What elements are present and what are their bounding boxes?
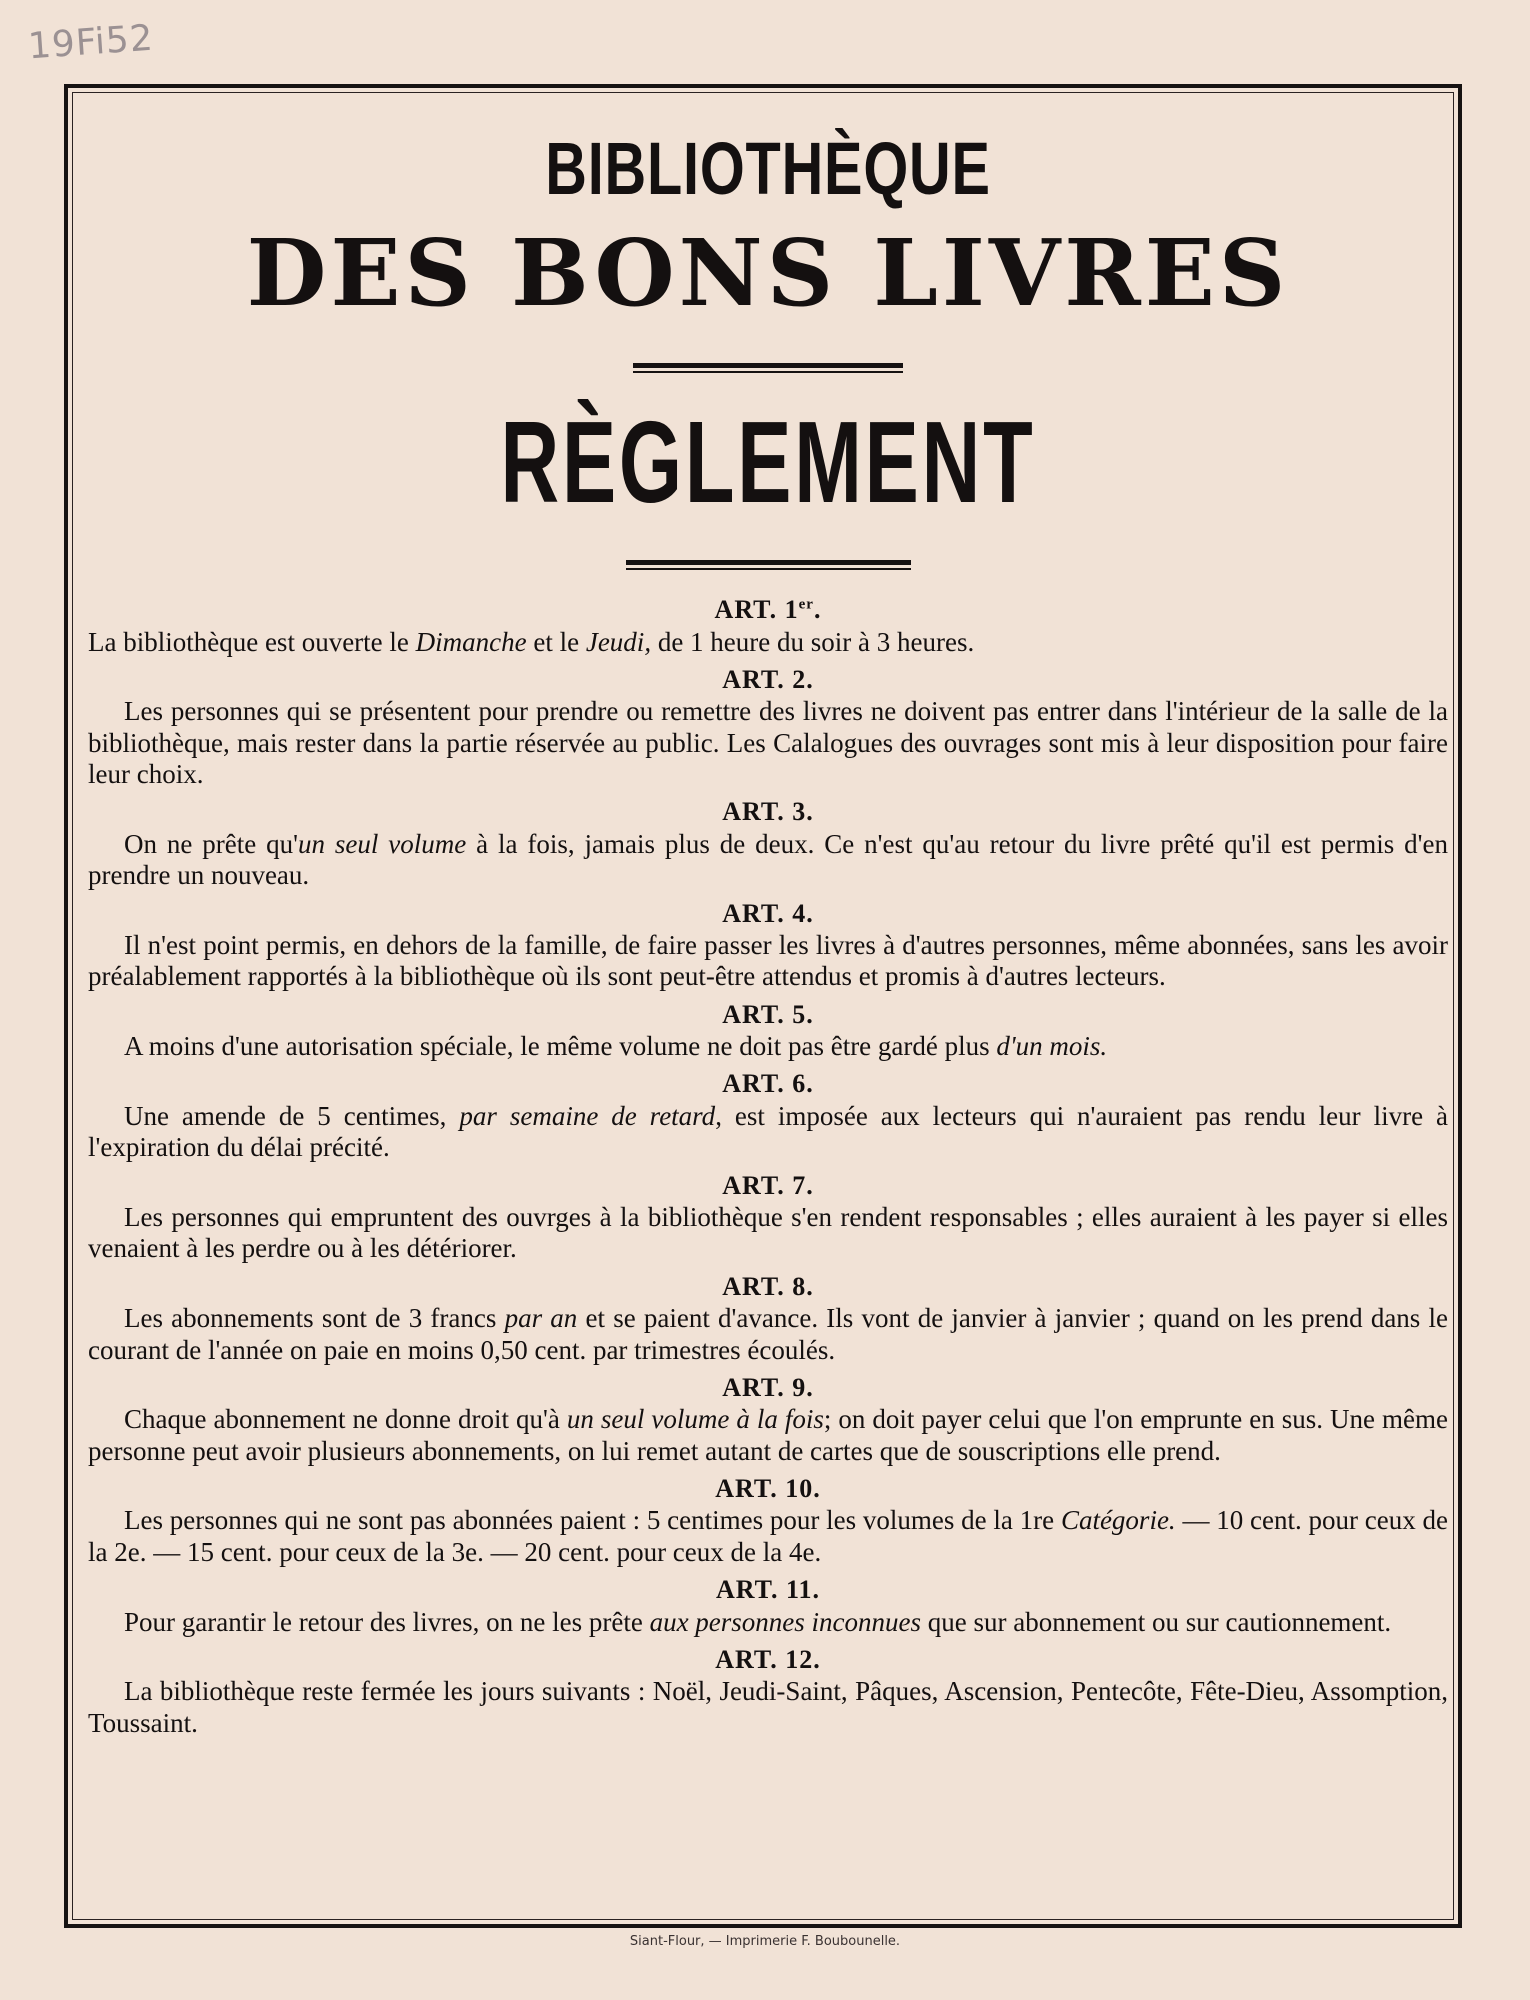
article-body: La bibliothèque est ouverte le Dimanche et le Jeudi, de 1 heure du soir à 3 heures. [88, 626, 975, 657]
poster-content [88, 120, 1448, 1739]
article-body: Les personnes qui se présentent pour prendre ou remettre des livres ne doivent pas entrer dans l'intérieur de la salle de la bibliothèque, mais rester dans la partie réservée au public. Les Calalogues des ouvrages sont mis à leur disposition pour faire leur choix. [88, 696, 1448, 790]
article [88, 1473, 1448, 1568]
article [88, 1644, 1448, 1739]
double-rule-divider [626, 560, 911, 570]
article-title: ART. 10. [715, 1473, 821, 1503]
article [88, 1372, 1448, 1467]
article-body: La bibliothèque reste fermée les jours suivants : Noël, Jeudi-Saint, Pâques, Ascension, Pentecôte, Fête-Dieu, Assomption, Toussaint. [88, 1676, 1448, 1738]
article [88, 594, 1448, 658]
article-body: A moins d'une autorisation spéciale, le même volume ne doit pas être gardé plus d'un mois. [124, 1031, 1108, 1062]
article-title: ART. 11. [715, 1575, 821, 1605]
article-body: Chaque abonnement ne donne droit qu'à un seul volume à la fois; on doit payer celui que l'on emprunte en sus. Une même personne peut avoir plusieurs abonnements, on lui remet autant de cartes que de souscriptions elle prend. [88, 1404, 1448, 1466]
title-reglement: RÈGLEMENT [500, 396, 1036, 527]
article-title: ART. 8. [722, 1271, 814, 1301]
article-body: Les personnes qui empruntent des ouvrges à la bibliothèque s'en rendent responsables ; elles auraient à les payer si elles venaient à les perdre ou à les détériorer. [88, 1202, 1448, 1264]
article-body: On ne prête qu'un seul volume à la fois, jamais plus de deux. Ce n'est qu'au retour du livre prêté qu'il est permis d'en prendre un nouveau. [88, 828, 1448, 891]
article [88, 1271, 1448, 1366]
article-title: ART. 1er. [714, 595, 822, 625]
article [88, 999, 1448, 1063]
articles-list [88, 594, 1448, 1739]
article-title: ART. 9. [722, 1372, 814, 1402]
article [88, 1574, 1448, 1638]
article-title: ART. 7. [722, 1170, 814, 1200]
article-title: ART. 4. [722, 898, 814, 928]
double-rule-divider [633, 363, 903, 373]
title-des-bons-livres: DES BONS LIVRES [246, 219, 1290, 328]
printer-imprint: Siant-Flour, — Imprimerie F. Boubounelle. [629, 1934, 901, 1949]
article [88, 898, 1448, 993]
article-title: ART. 5. [722, 999, 814, 1029]
article-title: ART. 12. [715, 1644, 821, 1674]
archive-call-number: 19Fi52 [26, 17, 155, 68]
article [88, 796, 1448, 891]
article [88, 1068, 1448, 1163]
article [88, 1170, 1448, 1265]
article-body: Pour garantir le retour des livres, on ne les prête aux personnes inconnues que sur abonnement ou sur cautionnement. [124, 1606, 1392, 1637]
article [88, 664, 1448, 790]
title-bibliotheque: BIBLIOTHÈQUE [545, 127, 991, 210]
article-body: Une amende de 5 centimes, par semaine de retard, est imposée aux lecteurs qui n'auraient pas rendu leur livre à l'expiration du délai précité. [88, 1100, 1448, 1163]
article-title: ART. 3. [722, 797, 814, 827]
article-body: Les abonnements sont de 3 francs par an et se paient d'avance. Ils vont de janvier à janvier ; quand on les prend dans le courant de l'année on paie en moins 0,50 cent. par trimestres écoulés. [88, 1303, 1448, 1365]
article-title: ART. 2. [722, 664, 814, 694]
article-body: Les personnes qui ne sont pas abonnées paient : 5 centimes pour les volumes de la 1re Catégorie. — 10 cent. pour ceux de la 2e. — 15 cent. pour ceux de la 3e. — 20 cent. pour ceux de la 4e. [88, 1505, 1448, 1567]
article-body: Il n'est point permis, en dehors de la famille, de faire passer les livres à d'autres personnes, même abonnées, sans les avoir préalablement rapportés à la bibliothèque où ils sont peut-être attendus et promis à d'autres lecteurs. [88, 930, 1448, 992]
article-title: ART. 6. [722, 1069, 814, 1099]
